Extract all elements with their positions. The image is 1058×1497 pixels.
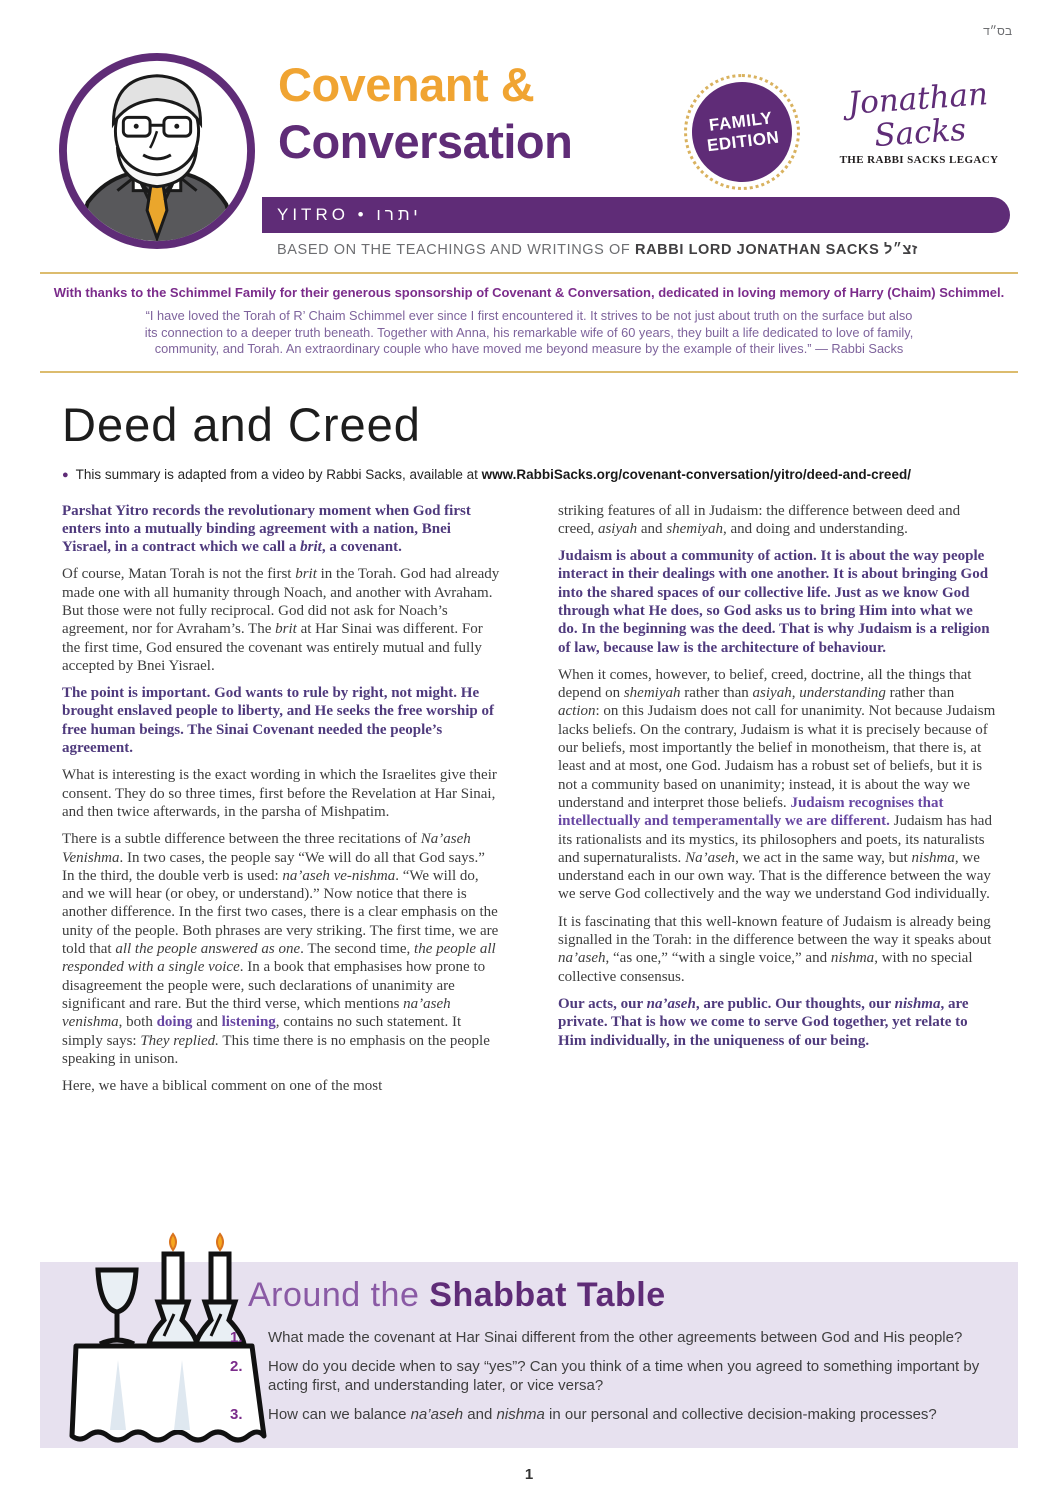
page-number: 1 [524, 1465, 534, 1483]
masthead-title [278, 56, 572, 170]
sponsor-quote-line: “I have loved the Torah of R’ Chaim Schimmel ever since I first encountered it. It strives to be not just about truth on the surface but also [145, 308, 913, 323]
text-run: na’aseh [558, 950, 606, 967]
text-run: It is fascinating that this well-known feature of Judaism is already being signalled in the Torah: in the difference between the way it speaks about [558, 913, 992, 949]
shabbat-heading [248, 1276, 666, 1315]
text-run: : on this Judaism does not call for unanimity. Not because Judaism lacks beliefs. On the contrary, Judaism is what it is precisely because of our beliefs, most importantly the belief in monotheism, that there is, at least and at most, one God. Judaism has a robust set of beliefs, but it is not a community based on unanimity; instead, it is about the way we understand and interpret those beliefs. [558, 703, 996, 811]
text-run: , we understand each in our own way. That is the difference between the way we serve God collectively and the way we understand God individually. [558, 849, 991, 903]
question-text [268, 1405, 937, 1424]
family-edition-badge-inner [686, 76, 797, 187]
text-run: at Har Sinai was different. For the first time, God ensured the covenant was entirely mutual and fully accepted by Bnei Yisrael. [62, 621, 483, 674]
sponsor-quote [48, 308, 1010, 358]
text-run: . In two cases, the people say “We will do all that God says.” In the third, the double verb is used: [62, 849, 485, 884]
text-run: na’aseh ve-nishma [282, 867, 396, 884]
text-run: nishma [911, 849, 955, 866]
text-run: This time there is no emphasis on the people speaking in unison. [62, 1032, 490, 1067]
jonathan-sacks-signature: Jonathan Sacks [846, 76, 990, 155]
sponsorship-strip [40, 272, 1018, 373]
bullet-icon: ● [62, 468, 69, 481]
text-run: What is interesting is the exact wording in which the Israelites give their consent. They do so three times, first before the Revelation at Har Sinai, and then twice afterwards, in the parsha of Mishpatim. [62, 767, 497, 820]
lead-paragraph [62, 684, 500, 757]
shabbat-questions-list [230, 1328, 992, 1434]
text-run: Of course, Matan Torah is not the first [62, 566, 296, 583]
source-line [62, 467, 1058, 482]
text-run: the people all responded with a single voice [62, 941, 496, 976]
article-body [62, 502, 996, 1250]
text-run: , contains no such statement. It simply says: [62, 1014, 462, 1049]
text-run: Judaism is about a community of action. It is about the way people interact in their dealings with one another. It is about bringing God into the shared spaces of our collective life. Just as we know God through what He does, so God asks us to bring Him into what we do. In the beginning was the deed. That is why Judaism is a religion of law, because law is the architecture of behaviour. [558, 548, 990, 656]
text-run: , “as one,” “with a single voice,” and [605, 950, 831, 967]
text-run: understanding [799, 685, 886, 702]
text-run: action [558, 703, 596, 720]
text-run: shemiyah [666, 520, 723, 537]
text-run: na’aseh venishma [62, 995, 451, 1031]
text-run: Parshat Yitro records the revolutionary moment when God first enters into a mutually binding agreement with a nation, Bnei Yisrael, in a contract which we call a [62, 502, 471, 556]
text-run: Here, we have a biblical comment on one of the most [62, 1078, 383, 1095]
sponsor-thanks-line: With thanks to the Schimmel Family for their generous sponsorship of Covenant & Conversation, dedicated in loving memory of Harry (Chaim) Schimmel. [53, 285, 1005, 300]
text-run: Na’aseh [685, 849, 736, 866]
text-run: brit [275, 621, 297, 638]
text-run: all the people answered as one [115, 941, 301, 958]
text-run: Na’aseh Venishma [62, 831, 471, 866]
lead-paragraph [558, 547, 996, 657]
question-item [230, 1357, 992, 1395]
rabbi-sacks-portrait [58, 52, 256, 250]
badge-edition-label: EDITION [706, 127, 781, 156]
legacy-wordmark: THE RABBI SACKS LEGACY [839, 154, 999, 166]
text-run: . The second time, [300, 941, 415, 958]
article-title: Deed and Creed [62, 397, 421, 451]
text-run: How do you decide when to say “yes”? Can you think of a time when you agreed to something important by acting first, and understanding later, or vice versa? [268, 1357, 980, 1394]
text-run: The point is important. God wants to rule by right, not might. He brought enslaved people to liberty, and He seeks the free worship of free human beings. The Sinai Covenant needed the people’s agreement. [62, 685, 494, 757]
text-run: nishma [830, 950, 875, 967]
masthead-line-conversation: Conversation [278, 115, 573, 168]
based-on-prefix: BASED ON THE TEACHINGS AND WRITINGS OF [277, 242, 636, 258]
text-run: , we act in the same way, but [735, 849, 912, 866]
text-run: , are private. That is how we come to serve God together, yet relate to Him individually, in the uniqueness of our being. [558, 995, 969, 1049]
text-run: nishma [894, 995, 941, 1012]
question-number: 2. [230, 1357, 243, 1375]
question-item [230, 1328, 992, 1347]
text-run: na’aseh [646, 995, 696, 1012]
text-run: They replied. [140, 1032, 219, 1049]
question-item [230, 1405, 992, 1424]
text-run: Our acts, our [558, 995, 647, 1012]
text-run: in our personal and collective decision-making processes? [544, 1405, 937, 1423]
based-on-author: RABBI LORD JONATHAN SACKS [635, 242, 880, 258]
sponsor-quote-line: its connection to a deeper truth beneath. Together with Anna, his remarkable wife of 60 years, they built a life dedicated to love of family, [144, 324, 914, 340]
masthead-line-covenant: Covenant & [278, 58, 535, 111]
sponsor-quote-line: community, and Torah. An extraordinary couple who have moved me beyond measure by the example of their lives.” — Rabbi Sacks [154, 341, 904, 356]
body-paragraph [62, 766, 500, 821]
text-run: When it comes, however, to belief, creed, doctrine, all the things that depend on [558, 666, 972, 702]
header [0, 0, 1058, 266]
body-paragraph [558, 913, 996, 986]
text-run: brit [295, 566, 317, 583]
text-run: striking features of all in Judaism: the difference between deed and creed, [558, 502, 961, 537]
text-run: How can we balance [268, 1405, 411, 1423]
body-paragraph [558, 502, 996, 539]
text-run: , [791, 685, 800, 702]
text-run: brit [300, 539, 322, 556]
text-run: asiyah [597, 520, 638, 537]
shabbat-heading-light: Around the [248, 1275, 430, 1314]
lead-paragraph [62, 502, 500, 557]
article-column-right [558, 502, 996, 1250]
text-run: Judaism recognises that intellectually and temperamentally we are different. [558, 794, 944, 830]
rabbi-portrait-illustration [58, 52, 256, 250]
body-paragraph [62, 830, 500, 1068]
text-run: . In a book that emphasises how prone to disagreement the people were, such declarations of unanimity are significant and rare. But the third verse, which mentions [62, 959, 486, 1012]
text-run: , with no special collective consensus. [558, 950, 973, 985]
source-url-link[interactable]: www.RabbiSacks.org/covenant-conversation/yitro/deed-and-creed/ [481, 466, 911, 482]
badge-family-label: FAMILY [707, 108, 774, 135]
source-prefix: This summary is adapted from a video by Rabbi Sacks, available at [75, 466, 482, 482]
text-run: and [192, 1014, 222, 1031]
family-edition-badge [684, 74, 800, 190]
bsd-text: בס״ד [983, 24, 1012, 38]
question-text [268, 1328, 962, 1347]
text-run: . “We will do, and we will hear (or obey, or understand).” Now notice that there is another difference. In the first two cases, there is a clear emphasis on the unity of the people. Both phrases are very striking. The first time, we are told that [62, 867, 499, 958]
text-run: Judaism has had its rationalists and its mystics, its philosophers and poets, its naturalists and supernaturalists. [558, 813, 992, 866]
text-run: What made the covenant at Har Sinai different from the other agreements between God and His people? [268, 1328, 963, 1346]
text-run: listening [221, 1014, 276, 1031]
text-run: asiyah [752, 685, 792, 702]
text-run: , both [118, 1014, 157, 1031]
question-text [268, 1357, 992, 1395]
text-run: doing [156, 1014, 193, 1031]
body-paragraph [62, 1077, 500, 1095]
text-run: nishma [496, 1405, 545, 1423]
text-run: and [637, 520, 667, 537]
rabbi-sacks-legacy-logo [818, 76, 1020, 166]
question-number: 1. [230, 1328, 243, 1346]
text-run: shemiyah [623, 685, 681, 702]
question-number: 3. [230, 1405, 243, 1423]
text-run: , a covenant. [321, 539, 402, 556]
text-run: There is a subtle difference between the three recitations of [62, 831, 421, 848]
based-on-honorific: זצ״ל [879, 242, 918, 258]
article-column-left [62, 502, 500, 1250]
body-paragraph [558, 666, 996, 904]
shabbat-table-panel [40, 1262, 1018, 1448]
shabbat-heading-bold: Shabbat Table [429, 1275, 666, 1314]
text-run: and [463, 1405, 497, 1423]
text-run: in the Torah. God had already made one with all humanity through Noach, and another with Avraham. But those were not fully reciprocal. God did not ask for Noach’s agreement, nor for Avraham’s. The [62, 566, 500, 638]
parsha-title-bar: YITRO • יתרו [262, 197, 1010, 233]
based-on-line [277, 242, 918, 258]
lead-paragraph [558, 995, 996, 1050]
text-run: , and doing and understanding. [722, 520, 908, 537]
text-run: na’aseh [410, 1405, 464, 1423]
body-paragraph [62, 565, 500, 675]
text-run: , are public. Our thoughts, our [695, 995, 895, 1012]
text-run: rather than [680, 685, 753, 702]
text-run: rather than [885, 685, 955, 702]
